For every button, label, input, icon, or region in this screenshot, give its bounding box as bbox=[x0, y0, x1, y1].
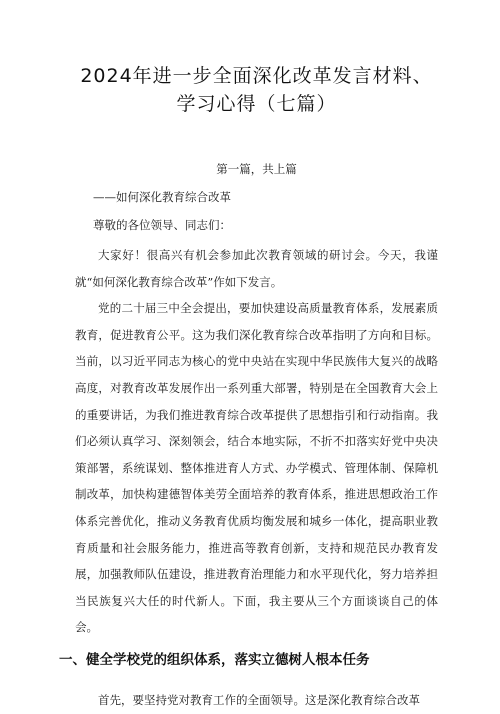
document-title: 2024年进一步全面深化改革发言材料、学习心得（七篇） bbox=[80, 65, 433, 115]
document-subtitle: ——如何深化教育综合改革 bbox=[93, 190, 231, 204]
body-paragraph: 党的二十届三中全会提出，要加快建设高质量教育体系，发展素质教育，促进教育公平。这为我们深化教育综合改革指明了方向和目标。当前，以习近平同志为核心的党中央站在实现中华民族伟大复兴的战略高度，对教育改革发展作出一系列重大部署，特别是在全国教育大会上的重要讲话，为我们推进教育综合改革提供了思想指引和行动指南。我们必须认真学习、深刻领会，结合本地实际，不折不扣落实好党中央决策部署，系统谋划、整体推进育人方式、办学模式、管理体制、保障机制改革，加快构建德智体美劳全面培养的教育体系，推进思想政治工作体系完善优化，推动义务教育优质均衡发展和城乡一体化，提高职业教育质量和社会服务能力，推进高等教育创新，支持和规范民办教育发展，加强教师队伍建设，推进教育治理能力和水平现代化，努力培养担当民族复兴大任的时代新人。下面，我主要从三个方面谈谈自己的体会。 bbox=[75, 301, 438, 635]
greeting-line: 尊敬的各位领导、同志们： bbox=[93, 218, 231, 232]
section-heading: 一、健全学校党的组织体系，落实立德树人根本任务 bbox=[59, 651, 370, 668]
section-label: 第一篇，共上篇 bbox=[216, 162, 297, 176]
body-paragraph: 首先，要坚持党对教育工作的全面领导。这是深化教育综合改革 bbox=[98, 692, 420, 707]
body-paragraph: 大家好！很高兴有机会参加此次教育领域的研讨会。今天，我谨就“如何深化教育综合改革”作如下发言。 bbox=[75, 248, 438, 289]
